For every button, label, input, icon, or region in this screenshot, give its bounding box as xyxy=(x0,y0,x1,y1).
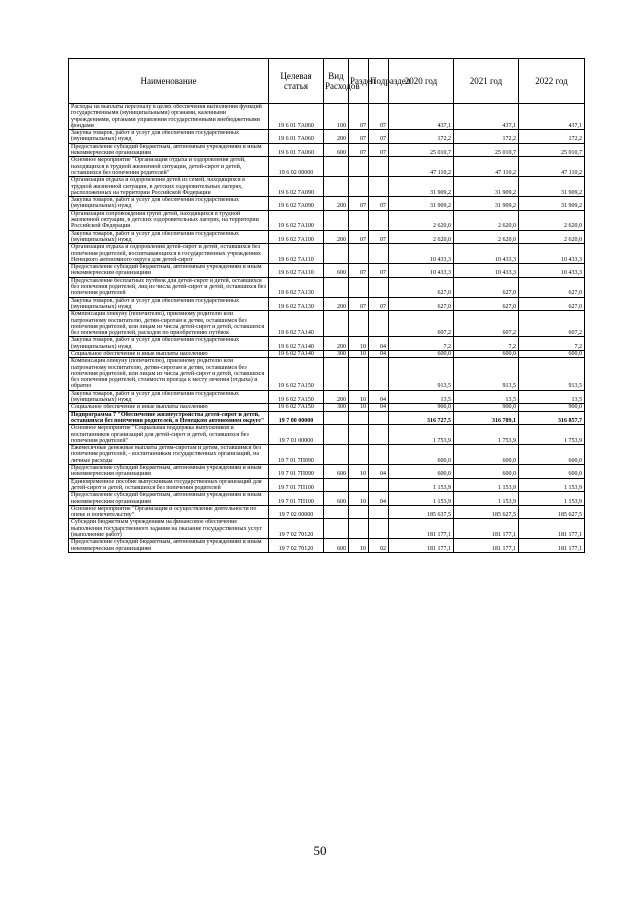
row-value-2020: 1 753,9 xyxy=(389,425,454,445)
row-kind xyxy=(324,519,349,539)
row-section xyxy=(349,157,369,177)
row-kind: 600 xyxy=(324,143,349,157)
table-row xyxy=(69,197,585,211)
row-kind: 200 xyxy=(324,297,349,311)
row-target-code: 19 7 01 7П090 xyxy=(269,465,324,479)
row-subsection xyxy=(369,425,389,445)
row-value-2022: 10 433,3 xyxy=(519,244,585,264)
row-name: Субсидии бюджетным учреждениям на финансовое обеспечение выполнения государственного задания на оказание государственных услуг (выполнение работ) xyxy=(69,519,269,539)
row-name: Закупка товаров, работ и услуг для обеспечения государственных (муниципальных) нужд xyxy=(69,297,269,311)
table-row xyxy=(69,104,585,130)
row-kind xyxy=(324,210,349,230)
row-value-2022: 600,0 xyxy=(519,445,585,465)
row-value-2021: 47 110,2 xyxy=(454,157,519,177)
row-section: 07 xyxy=(349,197,369,211)
table-row xyxy=(69,337,585,351)
row-kind xyxy=(324,411,349,425)
row-subsection: 04 xyxy=(369,390,389,404)
row-subsection xyxy=(369,478,389,492)
table-row xyxy=(69,130,585,144)
header-target: Целевая статья xyxy=(269,59,324,104)
row-value-2020: 2 620,0 xyxy=(389,230,454,244)
row-target-code: 19 7 00 00000 xyxy=(269,411,324,425)
row-value-2021: 913,5 xyxy=(454,358,519,390)
row-name: Компенсация опекуну (попечителю), приемному родителю или патронатному воспитателю, детям-сиротам и детям, оставшимся без попечения родителей, или лицам из числа детей-сирот и детей, оставшихся без попечения родителей, расходов по приобретению путёвок xyxy=(69,311,269,337)
row-subsection xyxy=(369,411,389,425)
row-value-2020: 25 010,7 xyxy=(389,143,454,157)
row-value-2022: 627,0 xyxy=(519,297,585,311)
row-name: Предоставление субсидий бюджетным, автономным учреждениям и иным некоммерческим организациям xyxy=(69,264,269,278)
row-subsection xyxy=(369,358,389,390)
row-subsection: 07 xyxy=(369,104,389,130)
row-value-2020: 900,0 xyxy=(389,404,454,411)
row-name: Предоставление субсидий бюджетным, автономным учреждениям и иным некоммерческим организациям xyxy=(69,539,269,553)
row-target-code: 19 6 02 7А100 xyxy=(269,230,324,244)
row-value-2021: 185 627,5 xyxy=(454,505,519,519)
row-target-code: 19 6 02 7А130 xyxy=(269,277,324,297)
row-value-2020: 185 637,5 xyxy=(389,505,454,519)
row-value-2021: 316 789,1 xyxy=(454,411,519,425)
row-value-2022: 185 627,5 xyxy=(519,505,585,519)
row-value-2020: 627,0 xyxy=(389,277,454,297)
row-value-2021: 10 433,3 xyxy=(454,244,519,264)
row-name: Предоставление субсидий бюджетным, автономным учреждениям и иным некоммерческим организациям xyxy=(69,465,269,479)
row-name: Закупка товаров, работ и услуг для обеспечения государственных (муниципальных) нужд xyxy=(69,390,269,404)
row-value-2020: 1 153,9 xyxy=(389,478,454,492)
row-subsection: 04 xyxy=(369,492,389,506)
row-value-2021: 437,1 xyxy=(454,104,519,130)
row-section: 07 xyxy=(349,230,369,244)
row-target-code: 19 7 01 7П090 xyxy=(269,445,324,465)
row-kind xyxy=(324,157,349,177)
row-value-2022: 31 909,2 xyxy=(519,177,585,197)
row-value-2020: 2 620,0 xyxy=(389,210,454,230)
row-name: Единовременное пособие выпускникам государственных организаций для детей-сирот и детей, оставшихся без попечения родителей xyxy=(69,478,269,492)
row-value-2022: 600,0 xyxy=(519,465,585,479)
row-value-2021: 13,5 xyxy=(454,390,519,404)
row-value-2022: 181 177,1 xyxy=(519,519,585,539)
row-kind: 600 xyxy=(324,465,349,479)
table-row xyxy=(69,358,585,390)
row-subsection: 07 xyxy=(369,264,389,278)
row-section: 10 xyxy=(349,350,369,357)
row-target-code: 19 6 02 7А110 xyxy=(269,244,324,264)
row-value-2021: 10 433,3 xyxy=(454,264,519,278)
row-value-2020: 600,0 xyxy=(389,445,454,465)
row-name: Организация сопровождения групп детей, находящихся в трудной жизненной ситуации, в детских оздоровительных лагерях, на территории Российской Федерации xyxy=(69,210,269,230)
row-value-2021: 900,0 xyxy=(454,404,519,411)
table-row xyxy=(69,177,585,197)
row-kind: 600 xyxy=(324,539,349,553)
row-value-2020: 1 153,9 xyxy=(389,492,454,506)
budget-table xyxy=(68,58,585,553)
row-section xyxy=(349,478,369,492)
row-value-2022: 913,5 xyxy=(519,358,585,390)
header-kind: Вид Расходов xyxy=(324,59,349,104)
row-name: Организация отдыха и оздоровления детей из семей, находящихся в трудной жизненной ситуации, в детских оздоровительных лагерях, расположенных на территории Российской Федерации xyxy=(69,177,269,197)
header-name: Наименование xyxy=(69,59,269,104)
table-header-row xyxy=(69,59,585,104)
row-target-code: 19 6 01 7А060 xyxy=(269,143,324,157)
row-target-code: 19 6 02 7А150 xyxy=(269,404,324,411)
row-value-2022: 47 110,2 xyxy=(519,157,585,177)
row-value-2022: 1 153,9 xyxy=(519,478,585,492)
row-target-code: 19 6 01 7А060 xyxy=(269,104,324,130)
table-row xyxy=(69,350,585,357)
row-name: Основное мероприятие "Социальная поддержка выпускников и воспитанников организаций для детей-сирот и детей, оставшихся без попечения родителей" xyxy=(69,425,269,445)
header-2020: 2020 год xyxy=(389,59,454,104)
row-value-2021: 7,2 xyxy=(454,337,519,351)
row-value-2021: 172,2 xyxy=(454,130,519,144)
row-section: 07 xyxy=(349,264,369,278)
row-name: Предоставление субсидий бюджетным, автономным учреждениям и иным некоммерческим организациям xyxy=(69,143,269,157)
table-row xyxy=(69,404,585,411)
row-section: 07 xyxy=(349,143,369,157)
row-target-code: 19 6 02 7А130 xyxy=(269,297,324,311)
row-section xyxy=(349,177,369,197)
row-name: Закупка товаров, работ и услуг для обеспечения государственных (муниципальных) нужд xyxy=(69,230,269,244)
row-target-code: 19 7 02 00000 xyxy=(269,505,324,519)
row-target-code: 19 6 02 7А150 xyxy=(269,358,324,390)
row-value-2020: 10 433,3 xyxy=(389,264,454,278)
row-kind: 200 xyxy=(324,230,349,244)
table-row xyxy=(69,390,585,404)
row-section: 07 xyxy=(349,130,369,144)
table-row xyxy=(69,465,585,479)
row-section: 10 xyxy=(349,337,369,351)
row-subsection: 04 xyxy=(369,337,389,351)
row-subsection: 07 xyxy=(369,197,389,211)
row-value-2020: 913,5 xyxy=(389,358,454,390)
row-value-2021: 627,0 xyxy=(454,277,519,297)
row-section xyxy=(349,519,369,539)
row-value-2022: 1 153,9 xyxy=(519,492,585,506)
row-kind xyxy=(324,478,349,492)
row-value-2020: 10 433,3 xyxy=(389,244,454,264)
row-kind: 100 xyxy=(324,104,349,130)
row-value-2021: 1 753,9 xyxy=(454,425,519,445)
row-section: 07 xyxy=(349,297,369,311)
row-name: Закупка товаров, работ и услуг для обеспечения государственных (муниципальных) нужд xyxy=(69,197,269,211)
table-row xyxy=(69,505,585,519)
row-name: Основное мероприятие "Организация и осуществление деятельности по опеке и попечительству" xyxy=(69,505,269,519)
row-value-2020: 600,0 xyxy=(389,465,454,479)
row-value-2021: 2 620,0 xyxy=(454,230,519,244)
row-kind xyxy=(324,311,349,337)
row-target-code: 19 6 02 7А140 xyxy=(269,337,324,351)
table-row xyxy=(69,210,585,230)
row-value-2021: 181 177,1 xyxy=(454,539,519,553)
page-number: 50 xyxy=(313,843,327,858)
table-row xyxy=(69,297,585,311)
row-section: 10 xyxy=(349,390,369,404)
row-value-2021: 181 177,1 xyxy=(454,519,519,539)
row-target-code: 19 6 02 7А110 xyxy=(269,264,324,278)
row-name: Закупка товаров, работ и услуг для обеспечения государственных (муниципальных) нужд xyxy=(69,130,269,144)
row-target-code: 19 7 01 00000 xyxy=(269,425,324,445)
row-subsection xyxy=(369,157,389,177)
row-value-2022: 31 909,2 xyxy=(519,197,585,211)
row-value-2022: 181 177,1 xyxy=(519,539,585,553)
row-target-code: 19 6 02 7А090 xyxy=(269,177,324,197)
row-value-2022: 900,0 xyxy=(519,404,585,411)
row-kind xyxy=(324,425,349,445)
row-value-2022: 627,0 xyxy=(519,277,585,297)
table-row xyxy=(69,230,585,244)
row-target-code: 19 6 02 7А140 xyxy=(269,350,324,357)
row-target-code: 19 7 02 70120 xyxy=(269,539,324,553)
table-row xyxy=(69,157,585,177)
row-target-code: 19 6 02 7А090 xyxy=(269,197,324,211)
row-kind: 600 xyxy=(324,264,349,278)
row-subsection xyxy=(369,311,389,337)
row-subsection: 07 xyxy=(369,143,389,157)
row-value-2022: 172,2 xyxy=(519,130,585,144)
row-value-2022: 2 620,0 xyxy=(519,210,585,230)
row-name: Компенсация опекуну (попечителю), приемному родителю или патронатному воспитателю, детям-сиротам и детям, оставшимся без попечения родителей, или лицам из числа детей-сирот и детей, оставшихся без попечения родителей, стоимости проезда к месту лечения (отдыха) и обратно xyxy=(69,358,269,390)
row-name: Закупка товаров, работ и услуг для обеспечения государственных (муниципальных) нужд xyxy=(69,337,269,351)
row-name: Подпрограмма 7 "Обеспечение жизнеустройства детей-сирот и детей, оставшихся без попечения родителей, в Ненецком автономном округе" xyxy=(69,411,269,425)
table-row xyxy=(69,411,585,425)
row-section xyxy=(349,277,369,297)
row-value-2020: 437,1 xyxy=(389,104,454,130)
row-subsection xyxy=(369,244,389,264)
row-subsection: 07 xyxy=(369,230,389,244)
row-value-2022: 1 753,9 xyxy=(519,425,585,445)
row-subsection: 07 xyxy=(369,297,389,311)
row-value-2021: 1 153,9 xyxy=(454,478,519,492)
row-value-2020: 181 177,1 xyxy=(389,539,454,553)
row-name: Предоставление бесплатных путёвок для детей-сирот и детей, оставшихся без попечения родителей, лиц из числа детей-сирот и детей, оставшихся без попечения родителей xyxy=(69,277,269,297)
row-value-2022: 10 433,3 xyxy=(519,264,585,278)
row-section xyxy=(349,411,369,425)
row-value-2021: 31 909,2 xyxy=(454,197,519,211)
table-row xyxy=(69,143,585,157)
row-target-code: 19 7 01 7П100 xyxy=(269,478,324,492)
row-value-2020: 31 909,2 xyxy=(389,177,454,197)
row-value-2021: 2 620,0 xyxy=(454,210,519,230)
row-kind xyxy=(324,277,349,297)
row-kind xyxy=(324,358,349,390)
row-subsection: 07 xyxy=(369,130,389,144)
row-section xyxy=(349,505,369,519)
row-section: 10 xyxy=(349,492,369,506)
row-value-2020: 47 110,2 xyxy=(389,157,454,177)
row-target-code: 19 6 01 7А060 xyxy=(269,130,324,144)
row-section: 10 xyxy=(349,539,369,553)
row-name: Организация отдыха и оздоровления детей-сирот и детей, оставшихся без попечения родителей, воспитывающихся в государственных учреждениях Ненецкого автономного округа для детей-сирот xyxy=(69,244,269,264)
row-subsection xyxy=(369,445,389,465)
row-kind xyxy=(324,244,349,264)
row-value-2020: 316 727,5 xyxy=(389,411,454,425)
row-value-2020: 31 909,2 xyxy=(389,197,454,211)
row-subsection: 04 xyxy=(369,404,389,411)
table-row xyxy=(69,478,585,492)
table-row xyxy=(69,519,585,539)
header-2022: 2022 год xyxy=(519,59,585,104)
row-target-code: 19 6 02 7А150 xyxy=(269,390,324,404)
row-target-code: 19 7 01 7П100 xyxy=(269,492,324,506)
row-value-2021: 25 010,7 xyxy=(454,143,519,157)
row-value-2022: 607,2 xyxy=(519,311,585,337)
table-body xyxy=(69,104,585,553)
row-section xyxy=(349,358,369,390)
row-kind: 200 xyxy=(324,337,349,351)
row-section xyxy=(349,311,369,337)
row-section xyxy=(349,445,369,465)
row-value-2021: 600,0 xyxy=(454,465,519,479)
row-value-2020: 607,2 xyxy=(389,311,454,337)
row-kind xyxy=(324,445,349,465)
row-name: Социальное обеспечение и иные выплаты населению xyxy=(69,350,269,357)
row-subsection: 02 xyxy=(369,539,389,553)
row-subsection xyxy=(369,177,389,197)
table-row xyxy=(69,277,585,297)
row-kind xyxy=(324,177,349,197)
row-value-2020: 7,2 xyxy=(389,337,454,351)
row-value-2020: 172,2 xyxy=(389,130,454,144)
row-name: Расходы на выплаты персоналу в целях обеспечения выполнения функций государственными (муниципальными) органами, казенными учреждениями, органами управления государственными внебюджетными фондами xyxy=(69,104,269,130)
row-value-2021: 31 909,2 xyxy=(454,177,519,197)
row-subsection xyxy=(369,210,389,230)
row-subsection xyxy=(369,505,389,519)
row-value-2022: 600,0 xyxy=(519,350,585,357)
header-2021: 2021 год xyxy=(454,59,519,104)
row-kind: 200 xyxy=(324,197,349,211)
row-value-2021: 627,0 xyxy=(454,297,519,311)
row-value-2021: 600,0 xyxy=(454,350,519,357)
row-name: Ежемесячные денежные выплаты детям-сиротам и детям, оставшимся без попечения родителей, - воспитанникам государственных организаций, на личные расходы xyxy=(69,445,269,465)
row-subsection: 04 xyxy=(369,465,389,479)
row-value-2021: 600,0 xyxy=(454,445,519,465)
row-section: 10 xyxy=(349,404,369,411)
row-value-2022: 2 620,0 xyxy=(519,230,585,244)
row-target-code: 19 7 02 70120 xyxy=(269,519,324,539)
row-target-code: 19 6 02 7А140 xyxy=(269,311,324,337)
row-name: Социальное обеспечение и иные выплаты населению xyxy=(69,404,269,411)
row-value-2022: 25 010,7 xyxy=(519,143,585,157)
table-row xyxy=(69,244,585,264)
row-value-2020: 13,5 xyxy=(389,390,454,404)
row-subsection xyxy=(369,519,389,539)
row-target-code: 19 6 02 7А100 xyxy=(269,210,324,230)
row-value-2022: 437,1 xyxy=(519,104,585,130)
row-kind xyxy=(324,505,349,519)
row-section xyxy=(349,210,369,230)
table-row xyxy=(69,425,585,445)
row-section: 10 xyxy=(349,465,369,479)
row-section xyxy=(349,244,369,264)
row-kind: 200 xyxy=(324,390,349,404)
header-section: Раздел xyxy=(349,59,369,104)
row-value-2020: 600,0 xyxy=(389,350,454,357)
row-kind: 300 xyxy=(324,350,349,357)
table-row xyxy=(69,445,585,465)
row-section xyxy=(349,425,369,445)
row-value-2022: 316 857,7 xyxy=(519,411,585,425)
table-row xyxy=(69,264,585,278)
row-subsection xyxy=(369,277,389,297)
row-section: 07 xyxy=(349,104,369,130)
row-value-2020: 181 177,1 xyxy=(389,519,454,539)
row-kind: 600 xyxy=(324,492,349,506)
row-value-2021: 1 153,9 xyxy=(454,492,519,506)
row-value-2022: 7,2 xyxy=(519,337,585,351)
row-target-code: 19 6 02 00000 xyxy=(269,157,324,177)
row-subsection: 04 xyxy=(369,350,389,357)
table-row xyxy=(69,539,585,553)
header-subsection: Подраздел xyxy=(369,59,389,104)
row-name: Предоставление субсидий бюджетным, автономным учреждениям и иным некоммерческим организациям xyxy=(69,492,269,506)
table-row xyxy=(69,311,585,337)
row-kind: 300 xyxy=(324,404,349,411)
table-row xyxy=(69,492,585,506)
row-value-2022: 13,5 xyxy=(519,390,585,404)
row-value-2020: 627,0 xyxy=(389,297,454,311)
row-value-2021: 607,2 xyxy=(454,311,519,337)
row-name: Основное мероприятие "Организация отдыха и оздоровления детей, находящихся в трудной жизненной ситуации, детей-сирот и детей, оставшихся без попечения родителей" xyxy=(69,157,269,177)
row-kind: 200 xyxy=(324,130,349,144)
